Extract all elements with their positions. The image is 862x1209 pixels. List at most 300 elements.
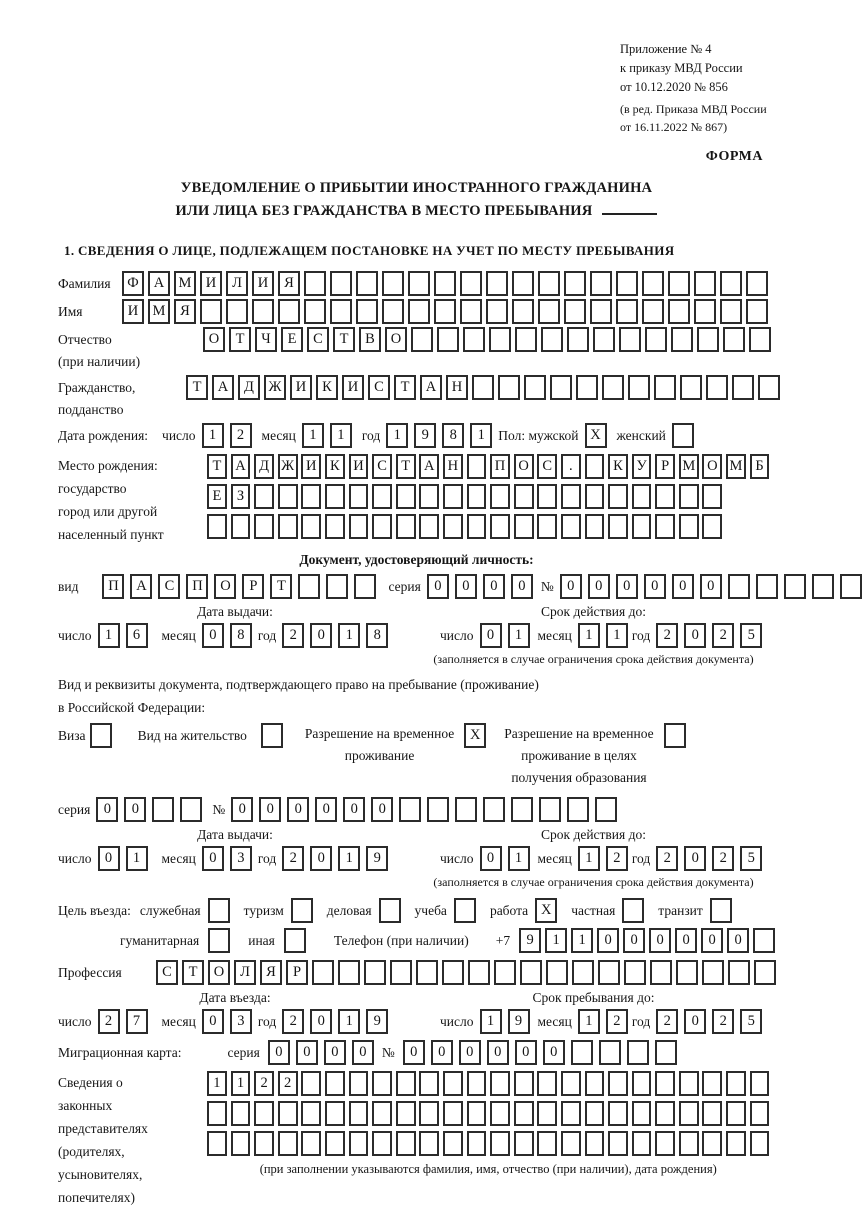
valid-day-boxes bbox=[480, 623, 530, 648]
doc-number-label: № bbox=[540, 578, 554, 594]
char-box: 2 bbox=[656, 1009, 678, 1034]
representatives-label-line: законных bbox=[58, 1098, 113, 1113]
issue-date-heading: Дата выдачи: bbox=[197, 827, 273, 842]
char-box: И bbox=[342, 375, 364, 400]
char-box: . bbox=[561, 454, 581, 479]
char-box bbox=[434, 271, 456, 296]
char-box bbox=[490, 1101, 510, 1126]
char-box: 0 bbox=[543, 1040, 565, 1065]
doc-series-boxes bbox=[427, 574, 533, 599]
char-box bbox=[455, 797, 477, 822]
char-box: Р bbox=[655, 454, 675, 479]
char-box: 0 bbox=[483, 574, 505, 599]
char-box bbox=[538, 271, 560, 296]
char-box bbox=[655, 514, 675, 539]
representatives-note: (при заполнении указываются фамилия, имя, отчество (при наличии), дата рождения) bbox=[259, 1162, 717, 1176]
patronymic-boxes bbox=[203, 327, 771, 352]
char-box: 0 bbox=[98, 846, 120, 871]
char-box: О bbox=[385, 327, 407, 352]
residence-doc-dates bbox=[58, 826, 775, 890]
visa-option bbox=[58, 723, 112, 748]
char-box: 0 bbox=[684, 846, 706, 871]
char-box: 1 bbox=[545, 928, 567, 953]
purpose-tourism-checkbox bbox=[291, 898, 313, 923]
char-box: Б bbox=[750, 454, 770, 479]
month-label: месяц bbox=[537, 1013, 572, 1029]
birth-year-boxes bbox=[386, 423, 492, 448]
edition-line: (в ред. Приказа МВД России bbox=[620, 102, 767, 116]
form-title-line2: ИЛИ ЛИЦА БЕЗ ГРАЖДАНСТВА В МЕСТО ПРЕБЫВАНИЯ bbox=[58, 200, 775, 223]
char-box bbox=[655, 1131, 675, 1156]
char-box bbox=[628, 375, 650, 400]
char-box: 5 bbox=[740, 623, 762, 648]
representatives-boxes-row3 bbox=[207, 1131, 769, 1156]
migration-card-row bbox=[58, 1040, 775, 1065]
char-box: Д bbox=[238, 375, 260, 400]
stay-month-boxes bbox=[578, 1009, 628, 1034]
char-box bbox=[679, 1071, 699, 1096]
char-box bbox=[364, 960, 386, 985]
char-box bbox=[567, 797, 589, 822]
char-box bbox=[396, 484, 416, 509]
representatives-boxes-row2 bbox=[207, 1101, 769, 1126]
char-box bbox=[468, 960, 490, 985]
char-box bbox=[180, 797, 202, 822]
char-box: А bbox=[419, 454, 439, 479]
char-box bbox=[278, 484, 298, 509]
char-box bbox=[489, 327, 511, 352]
char-box: П bbox=[186, 574, 208, 599]
char-box bbox=[561, 1071, 581, 1096]
char-box bbox=[419, 1131, 439, 1156]
temp-permit-option bbox=[305, 723, 486, 767]
char-box bbox=[463, 327, 485, 352]
char-box: 0 bbox=[623, 928, 645, 953]
char-box: М bbox=[679, 454, 699, 479]
stay-until-heading: Срок пребывания до: bbox=[532, 990, 655, 1005]
purpose-option-label: туризм bbox=[243, 902, 284, 918]
char-box bbox=[372, 484, 392, 509]
char-box bbox=[511, 797, 533, 822]
char-box: 0 bbox=[616, 574, 638, 599]
char-box bbox=[408, 299, 430, 324]
char-box: С bbox=[307, 327, 329, 352]
char-box: 0 bbox=[371, 797, 393, 822]
char-box bbox=[354, 574, 376, 599]
edition-line: от 16.11.2022 № 867) bbox=[620, 120, 728, 134]
char-box: М bbox=[174, 271, 196, 296]
char-box: 0 bbox=[649, 928, 671, 953]
visa-checkbox bbox=[90, 723, 112, 748]
char-box bbox=[467, 1131, 487, 1156]
char-box bbox=[325, 1131, 345, 1156]
char-box bbox=[602, 375, 624, 400]
patronymic-sublabel: (при наличии) bbox=[58, 354, 141, 369]
char-box bbox=[595, 797, 617, 822]
char-box: А bbox=[212, 375, 234, 400]
char-box bbox=[668, 271, 690, 296]
char-box bbox=[349, 1101, 369, 1126]
char-box bbox=[515, 327, 537, 352]
char-box: 0 bbox=[202, 623, 224, 648]
char-box bbox=[726, 1131, 746, 1156]
char-box bbox=[585, 1071, 605, 1096]
edu-permit-option bbox=[504, 723, 685, 789]
char-box bbox=[585, 1101, 605, 1126]
char-box bbox=[750, 1071, 770, 1096]
char-box: 0 bbox=[296, 1040, 318, 1065]
char-box: 2 bbox=[712, 1009, 734, 1034]
section1-heading: 1. СВЕДЕНИЯ О ЛИЦЕ, ПОДЛЕЖАЩЕМ ПОСТАНОВКЕ НА УЧЕТ ПО МЕСТУ ПРЕБЫВАНИЯ bbox=[64, 243, 675, 258]
char-box bbox=[349, 1071, 369, 1096]
char-box bbox=[571, 1040, 593, 1065]
char-box: 7 bbox=[126, 1009, 148, 1034]
char-box bbox=[758, 375, 780, 400]
char-box: 1 bbox=[231, 1071, 251, 1096]
birth-date-row bbox=[58, 423, 775, 448]
char-box: 0 bbox=[487, 1040, 509, 1065]
day-label: число bbox=[58, 627, 92, 643]
citizenship-label: Гражданство, bbox=[58, 380, 136, 395]
char-box bbox=[514, 1071, 534, 1096]
residence-issue-month-boxes bbox=[202, 846, 252, 871]
char-box: О bbox=[214, 574, 236, 599]
residence-series-boxes bbox=[96, 797, 202, 822]
char-box: 0 bbox=[324, 1040, 346, 1065]
char-box bbox=[668, 299, 690, 324]
char-box: 1 bbox=[578, 1009, 600, 1034]
char-box: Л bbox=[226, 271, 248, 296]
char-box bbox=[585, 1131, 605, 1156]
char-box bbox=[720, 271, 742, 296]
char-box: С bbox=[372, 454, 392, 479]
residence-number-boxes bbox=[231, 797, 617, 822]
char-box bbox=[356, 299, 378, 324]
char-box: 0 bbox=[343, 797, 365, 822]
char-box bbox=[301, 1131, 321, 1156]
char-box bbox=[599, 1040, 621, 1065]
char-box: О bbox=[203, 327, 225, 352]
char-box: 2 bbox=[278, 1071, 298, 1096]
residence-valid-day-boxes bbox=[480, 846, 530, 871]
month-label: месяц bbox=[161, 850, 196, 866]
day-label: число bbox=[58, 1013, 92, 1029]
char-box bbox=[655, 1071, 675, 1096]
char-box: Р bbox=[242, 574, 264, 599]
char-box bbox=[304, 299, 326, 324]
birth-date-label: Дата рождения: bbox=[58, 427, 149, 443]
char-box: 0 bbox=[455, 574, 477, 599]
residence-doc-series-row bbox=[58, 797, 775, 822]
char-box bbox=[619, 327, 641, 352]
char-box bbox=[642, 299, 664, 324]
char-box bbox=[443, 484, 463, 509]
char-box bbox=[325, 1071, 345, 1096]
year-label: год bbox=[631, 850, 651, 866]
char-box: Т bbox=[182, 960, 204, 985]
char-box: 5 bbox=[740, 846, 762, 871]
char-box: 0 bbox=[480, 623, 502, 648]
citizenship-row bbox=[58, 375, 775, 420]
char-box: 2 bbox=[656, 623, 678, 648]
char-box: 8 bbox=[366, 623, 388, 648]
number-label: № bbox=[381, 1045, 395, 1060]
purpose-option-label: служебная bbox=[139, 902, 201, 918]
char-box: 9 bbox=[414, 423, 436, 448]
form-title-line1: УВЕДОМЛЕНИЕ О ПРИБЫТИИ ИНОСТРАННОГО ГРАЖДАНИНА bbox=[180, 180, 653, 196]
char-box bbox=[702, 484, 722, 509]
char-box bbox=[254, 1131, 274, 1156]
char-box bbox=[537, 1101, 557, 1126]
char-box bbox=[632, 1071, 652, 1096]
surname-row bbox=[58, 271, 775, 296]
month-label: месяц bbox=[537, 850, 572, 866]
char-box bbox=[411, 327, 433, 352]
char-box bbox=[443, 1131, 463, 1156]
char-box: 2 bbox=[606, 1009, 628, 1034]
char-box bbox=[460, 271, 482, 296]
char-box: 1 bbox=[207, 1071, 227, 1096]
char-box bbox=[720, 299, 742, 324]
char-box: О bbox=[702, 454, 722, 479]
char-box bbox=[702, 514, 722, 539]
edu-permit-line3: получения образования bbox=[511, 770, 647, 785]
char-box: 2 bbox=[656, 846, 678, 871]
char-box: 0 bbox=[268, 1040, 290, 1065]
char-box: Я bbox=[278, 271, 300, 296]
char-box bbox=[750, 1101, 770, 1126]
char-box: 0 bbox=[202, 846, 224, 871]
char-box bbox=[467, 514, 487, 539]
birth-place-boxes-row2 bbox=[207, 484, 769, 509]
residence-intro-line2: в Российской Федерации: bbox=[58, 700, 206, 715]
char-box bbox=[207, 1101, 227, 1126]
char-box: Т bbox=[394, 375, 416, 400]
char-box bbox=[706, 375, 728, 400]
char-box bbox=[349, 1131, 369, 1156]
phone-prefix: +7 bbox=[495, 932, 511, 948]
representatives-label-line: представителях bbox=[58, 1121, 148, 1136]
char-box: 1 bbox=[338, 1009, 360, 1034]
char-box: 1 bbox=[330, 423, 352, 448]
char-box: Е bbox=[281, 327, 303, 352]
char-box bbox=[152, 797, 174, 822]
char-box bbox=[680, 375, 702, 400]
char-box bbox=[697, 327, 719, 352]
char-box bbox=[207, 514, 227, 539]
char-box: Т bbox=[229, 327, 251, 352]
day-label: число bbox=[440, 850, 474, 866]
char-box bbox=[561, 514, 581, 539]
char-box: 0 bbox=[560, 574, 582, 599]
char-box: 1 bbox=[508, 623, 530, 648]
sex-female-checkbox bbox=[672, 423, 694, 448]
residence-permit-option bbox=[138, 723, 283, 748]
char-box: 2 bbox=[712, 623, 734, 648]
residence-intro-line1: Вид и реквизиты документа, подтверждающего право на пребывание (проживание) bbox=[58, 677, 539, 692]
temp-permit-checkbox bbox=[464, 723, 486, 748]
char-box bbox=[642, 271, 664, 296]
char-box: П bbox=[102, 574, 124, 599]
char-box bbox=[372, 1131, 392, 1156]
char-box bbox=[467, 454, 487, 479]
char-box bbox=[390, 960, 412, 985]
char-box: 1 bbox=[98, 623, 120, 648]
char-box bbox=[200, 299, 222, 324]
char-box bbox=[454, 898, 476, 923]
char-box: 0 bbox=[310, 846, 332, 871]
month-label: месяц bbox=[261, 427, 296, 443]
issue-day-boxes bbox=[98, 623, 148, 648]
char-box bbox=[291, 898, 313, 923]
char-box bbox=[608, 484, 628, 509]
char-box bbox=[254, 514, 274, 539]
char-box: А bbox=[231, 454, 251, 479]
char-box: 0 bbox=[684, 623, 706, 648]
char-box: Д bbox=[254, 454, 274, 479]
char-box bbox=[702, 1131, 722, 1156]
char-box: Ж bbox=[278, 454, 298, 479]
char-box bbox=[622, 898, 644, 923]
char-box bbox=[443, 1101, 463, 1126]
char-box bbox=[382, 271, 404, 296]
char-box bbox=[512, 299, 534, 324]
char-box: Т bbox=[207, 454, 227, 479]
char-box: 2 bbox=[282, 846, 304, 871]
day-label: число bbox=[58, 850, 92, 866]
series-label: серия bbox=[227, 1045, 260, 1060]
surname-boxes bbox=[122, 271, 768, 296]
char-box bbox=[298, 574, 320, 599]
residence-valid-year-boxes bbox=[656, 846, 762, 871]
char-box: М bbox=[148, 299, 170, 324]
char-box bbox=[254, 484, 274, 509]
char-box bbox=[726, 1071, 746, 1096]
char-box: Т bbox=[270, 574, 292, 599]
char-box: Ж bbox=[264, 375, 286, 400]
char-box bbox=[627, 1040, 649, 1065]
char-box: Н bbox=[443, 454, 463, 479]
char-box bbox=[726, 1101, 746, 1126]
char-box: И bbox=[200, 271, 222, 296]
char-box: А bbox=[130, 574, 152, 599]
char-box: С bbox=[156, 960, 178, 985]
char-box bbox=[486, 271, 508, 296]
day-label: число bbox=[440, 627, 474, 643]
char-box bbox=[654, 375, 676, 400]
char-box: 0 bbox=[259, 797, 281, 822]
char-box bbox=[512, 271, 534, 296]
identity-doc-row bbox=[58, 574, 775, 599]
char-box: X bbox=[585, 423, 607, 448]
char-box bbox=[756, 574, 778, 599]
char-box: 1 bbox=[480, 1009, 502, 1034]
representatives-label-line: (родителях, bbox=[58, 1144, 125, 1159]
char-box: 2 bbox=[282, 623, 304, 648]
char-box bbox=[301, 1071, 321, 1096]
doc-type-boxes bbox=[102, 574, 376, 599]
residence-issue-day-boxes bbox=[98, 846, 148, 871]
sex-label: Пол: мужской bbox=[498, 427, 579, 443]
char-box bbox=[226, 299, 248, 324]
char-box bbox=[671, 327, 693, 352]
char-box bbox=[812, 574, 834, 599]
char-box bbox=[301, 484, 321, 509]
phone-label: Телефон (при наличии) bbox=[333, 932, 469, 948]
title-underline bbox=[602, 201, 657, 215]
char-box bbox=[472, 375, 494, 400]
stay-day-boxes bbox=[480, 1009, 530, 1034]
char-box bbox=[564, 271, 586, 296]
char-box bbox=[261, 723, 283, 748]
char-box bbox=[655, 1101, 675, 1126]
char-box bbox=[608, 1071, 628, 1096]
char-box: 1 bbox=[578, 623, 600, 648]
char-box bbox=[537, 1071, 557, 1096]
char-box: 3 bbox=[230, 1009, 252, 1034]
char-box: О bbox=[514, 454, 534, 479]
char-box bbox=[284, 928, 306, 953]
char-box bbox=[608, 514, 628, 539]
purpose-option-label: гуманитарная bbox=[120, 932, 200, 948]
char-box bbox=[278, 1101, 298, 1126]
char-box bbox=[632, 514, 652, 539]
char-box: 0 bbox=[675, 928, 697, 953]
char-box bbox=[520, 960, 542, 985]
char-box bbox=[585, 454, 605, 479]
char-box bbox=[749, 327, 771, 352]
purpose-label: Цель въезда: bbox=[58, 902, 131, 918]
char-box bbox=[632, 1131, 652, 1156]
surname-label: Фамилия bbox=[58, 276, 111, 291]
char-box bbox=[537, 484, 557, 509]
char-box bbox=[356, 271, 378, 296]
char-box bbox=[231, 1101, 251, 1126]
char-box bbox=[541, 327, 563, 352]
char-box: С bbox=[368, 375, 390, 400]
char-box bbox=[616, 271, 638, 296]
char-box bbox=[590, 299, 612, 324]
char-box: 0 bbox=[427, 574, 449, 599]
edu-permit-line1: Разрешение на временное bbox=[504, 726, 654, 741]
char-box: 0 bbox=[511, 574, 533, 599]
char-box bbox=[679, 484, 699, 509]
char-box bbox=[676, 960, 698, 985]
birth-place-block bbox=[58, 454, 775, 546]
char-box bbox=[679, 514, 699, 539]
phone-boxes bbox=[519, 928, 775, 953]
char-box bbox=[514, 1101, 534, 1126]
sex-female-label: женский bbox=[616, 427, 666, 443]
char-box bbox=[419, 514, 439, 539]
char-box bbox=[379, 898, 401, 923]
char-box: И bbox=[349, 454, 369, 479]
char-box bbox=[840, 574, 862, 599]
char-box: И bbox=[122, 299, 144, 324]
char-box bbox=[325, 514, 345, 539]
char-box: 0 bbox=[352, 1040, 374, 1065]
char-box bbox=[784, 574, 806, 599]
char-box bbox=[399, 797, 421, 822]
month-label: месяц bbox=[161, 1013, 196, 1029]
char-box: 1 bbox=[202, 423, 224, 448]
char-box bbox=[419, 1101, 439, 1126]
purpose-row1 bbox=[58, 898, 775, 923]
char-box: 1 bbox=[338, 623, 360, 648]
char-box bbox=[208, 928, 230, 953]
char-box bbox=[539, 797, 561, 822]
char-box: 1 bbox=[470, 423, 492, 448]
